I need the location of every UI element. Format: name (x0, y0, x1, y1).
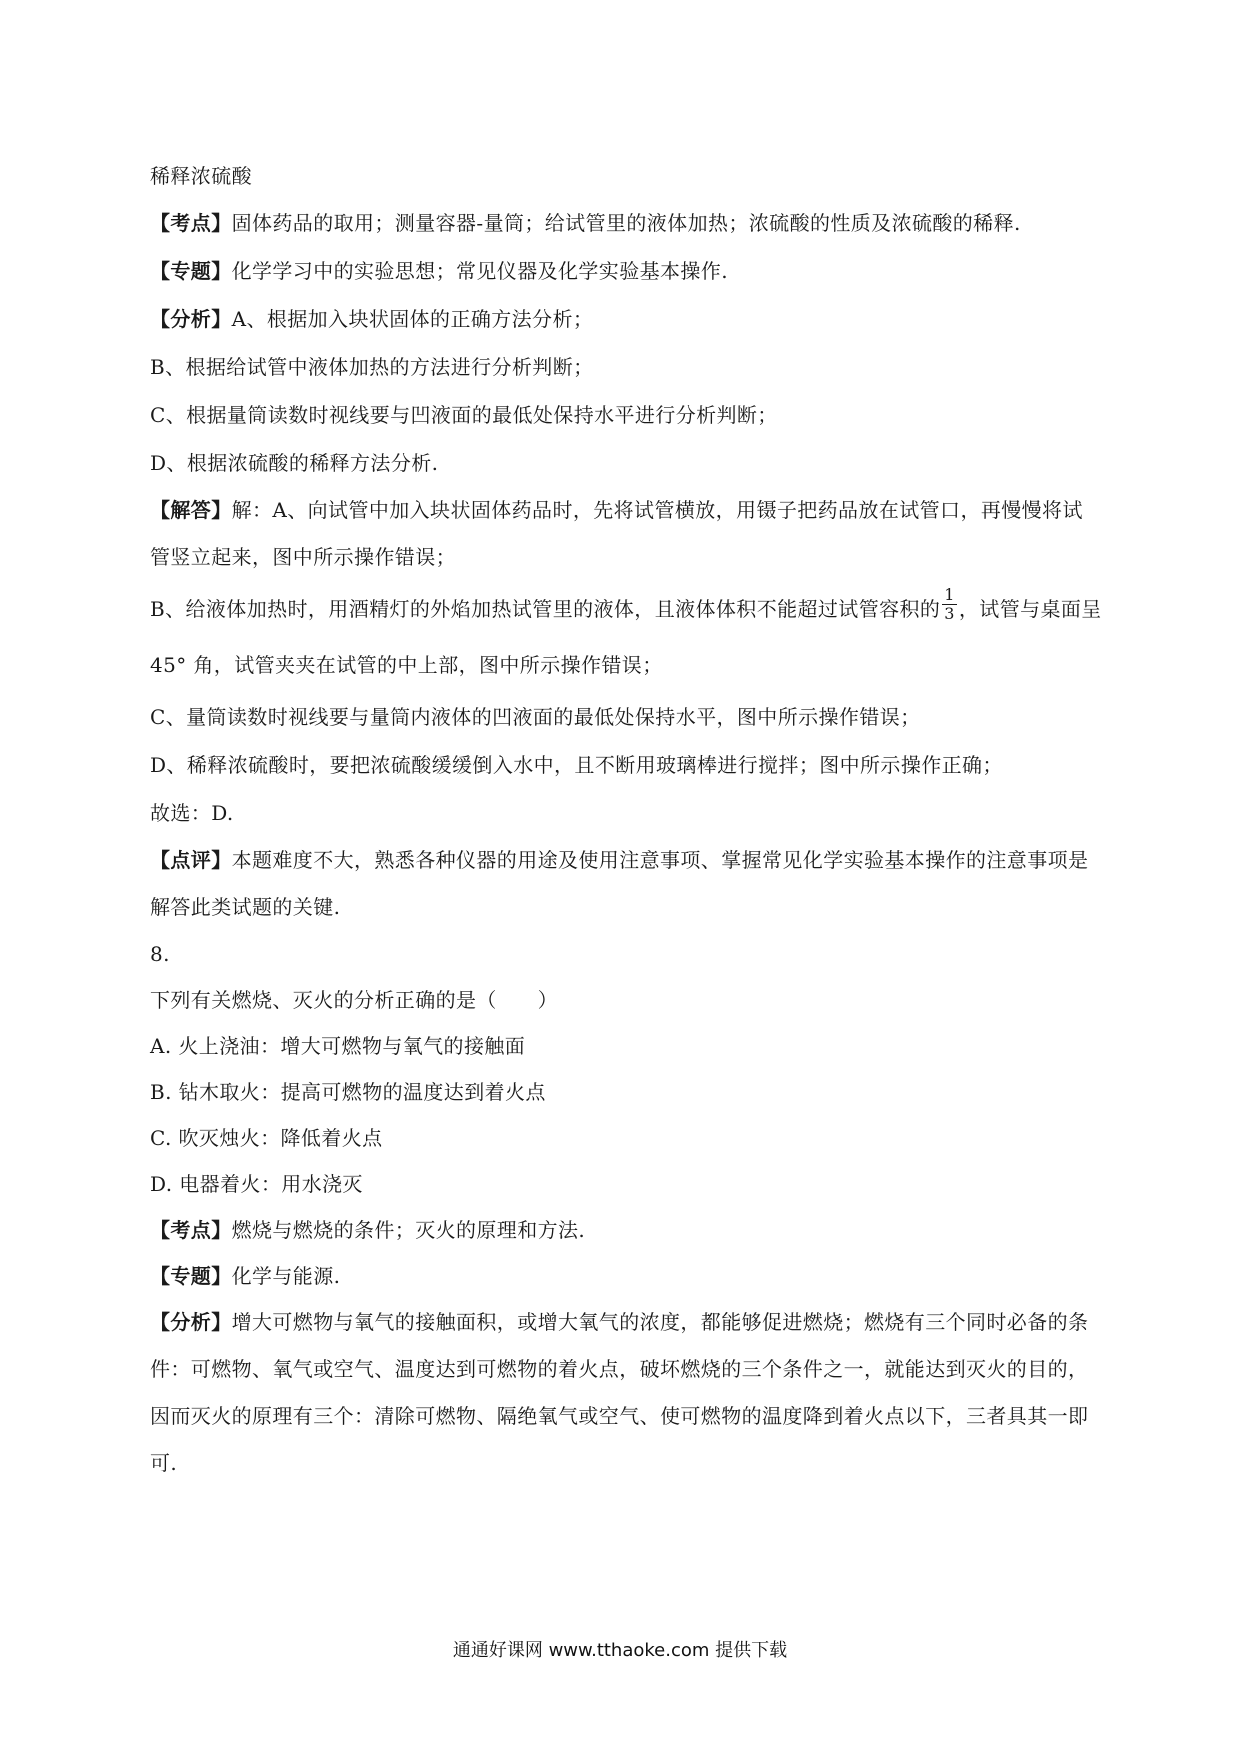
jieda-tag: 【解答】 (150, 498, 232, 522)
dianping-tag: 【点评】 (150, 848, 232, 872)
question-number: 8. (150, 942, 170, 966)
fenxi-d: D、根据浓硫酸的稀释方法分析. (150, 451, 439, 475)
jieda-b-after: ，试管与桌面呈 45° 角，试管夹夹在试管的中上部，图中所示操作错误； (150, 597, 1109, 677)
zhuanti-line (150, 247, 1102, 295)
zhuanti-text-2: 化学与能源. (231, 1264, 341, 1288)
zhuanti-line-2 (150, 1253, 1102, 1299)
zhuanti-tag: 【专题】 (150, 259, 232, 283)
kaodian-line (150, 200, 1102, 247)
fenxi-tag: 【分析】 (150, 307, 232, 331)
question-fragment: 稀释浓硫酸 (150, 164, 252, 188)
option-a: A. 火上浇油：增大可燃物与氧气的接触面 (150, 1034, 526, 1058)
fraction-denominator: 3 (944, 604, 955, 623)
kaodian-text-2: 燃烧与燃烧的条件；灭火的原理和方法. (231, 1218, 586, 1242)
jieda-text: 解：A、向试管中加入块状固体药品时，先将试管横放，用镊子把药品放在试管口，再慢慢将试管竖立起来，图中所示操作错误； (150, 498, 1083, 569)
question-stem: 下列有关燃烧、灭火的分析正确的是（ ） (150, 988, 558, 1012)
fenxi-text-2: 增大可燃物与氧气的接触面积，或增大氧气的浓度，都能够促进燃烧；燃烧有三个同时必备的条件：可燃物、氧气或空气、温度达到可燃物的着火点，破坏燃烧的三个条件之一，就能达到灭火的目的，因而灭火的原理有三个：清除可燃物、隔绝氧气或空气、使可燃物的温度降到着火点以下，三者具其一即可. (150, 1310, 1089, 1475)
kaodian-tag-2: 【考点】 (150, 1218, 232, 1242)
kaodian-tag: 【考点】 (150, 211, 232, 235)
option-b: B. 钻木取火：提高可燃物的温度达到着火点 (150, 1080, 546, 1104)
fenxi-line (150, 295, 1102, 343)
fenxi-b: B、根据给试管中液体加热的方法进行分析判断； (150, 355, 594, 379)
zhuanti-tag-2: 【专题】 (150, 1264, 232, 1288)
kaodian-line-2 (150, 1207, 1102, 1253)
jieda-c: C、量筒读数时视线要与量筒内液体的凹液面的最低处保持水平，图中所示操作错误； (150, 705, 921, 729)
fraction-one-third (942, 586, 957, 623)
option-c: C. 吹灭烛火：降低着火点 (150, 1126, 383, 1150)
option-d: D. 电器着火：用水浇灭 (150, 1172, 363, 1196)
page-content (150, 152, 1109, 1487)
fenxi-tag-2: 【分析】 (150, 1310, 232, 1334)
jieda-b (150, 581, 1109, 693)
dianping-text: 本题难度不大，熟悉各种仪器的用途及使用注意事项、掌握常见化学实验基本操作的注意事项是解答此类试题的关键. (150, 848, 1089, 919)
jieda-b-before: B、给液体加热时，用酒精灯的外焰加热试管里的液体，且液体体积不能超过试管容积的 (150, 597, 941, 621)
fenxi-c: C、根据量筒读数时视线要与凹液面的最低处保持水平进行分析判断； (150, 403, 778, 427)
kaodian-text: 固体药品的取用；测量容器-量筒；给试管里的液体加热；浓硫酸的性质及浓硫酸的稀释. (231, 211, 1021, 235)
jieda-line (150, 487, 1102, 581)
fenxi-line-2 (150, 1299, 1102, 1487)
zhuanti-text: 化学学习中的实验思想；常见仪器及化学实验基本操作. (231, 259, 728, 283)
fraction-numerator: 1 (944, 585, 955, 604)
page-footer: 通通好课网 www.tthaoke.com 提供下载 (452, 1640, 788, 1661)
dianping-line (150, 837, 1102, 931)
jieda-d: D、稀释浓硫酸时，要把浓硫酸缓缓倒入水中，且不断用玻璃棒进行搅拌；图中所示操作正确； (150, 753, 1003, 777)
answer-choice: 故选：D. (150, 801, 234, 825)
fenxi-text: A、根据加入块状固体的正确方法分析； (231, 307, 594, 331)
